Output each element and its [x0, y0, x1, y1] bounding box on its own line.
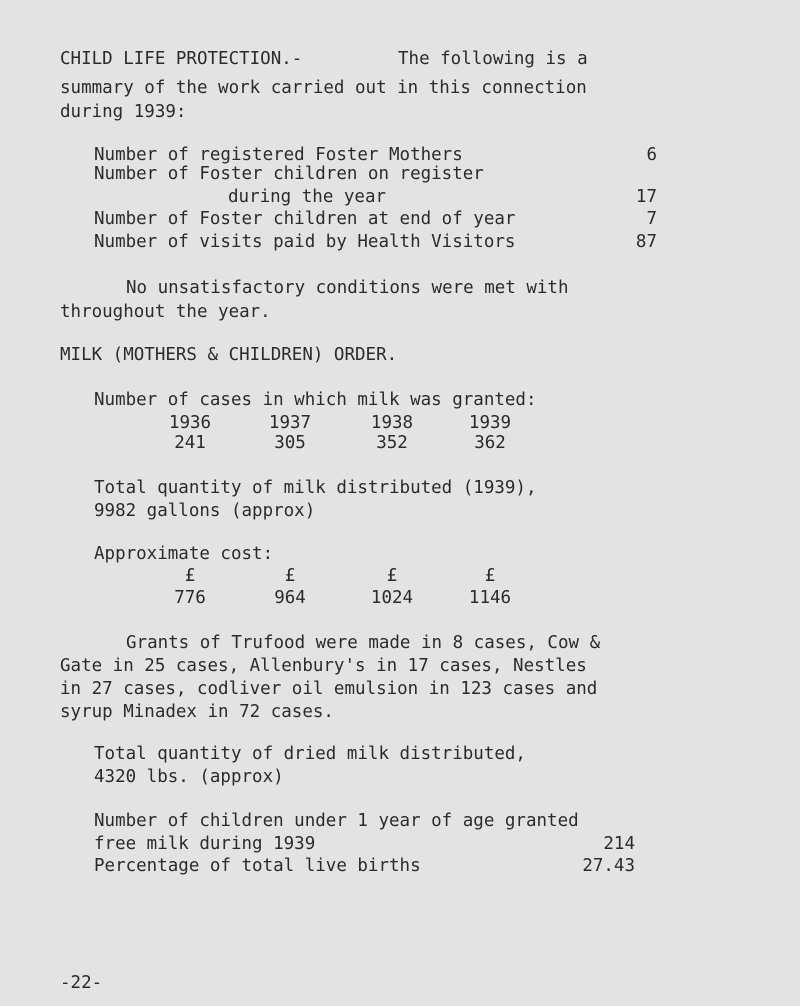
section-heading-milk-order: MILK (MOTHERS & CHILDREN) ORDER.: [60, 345, 398, 365]
pct-value: 27.43: [582, 856, 635, 876]
row-label-health-visits: Number of visits paid by Health Visitors: [94, 232, 516, 252]
year-1936: 1936: [168, 413, 212, 433]
cost-1938: 1024: [370, 588, 414, 608]
note-line-1: No unsatisfactory conditions were met with: [126, 278, 569, 298]
pct-label: Percentage of total live births: [94, 856, 421, 876]
cost-1936: 776: [174, 588, 206, 608]
row-label-during-year: during the year: [228, 187, 387, 207]
dried-milk-line-1: Total quantity of dried milk distributed,: [94, 744, 526, 764]
currency-1937: £: [284, 566, 296, 586]
cases-1939: 362: [474, 433, 506, 453]
year-1937: 1937: [268, 413, 312, 433]
total-milk-line-2: 9982 gallons (approx): [94, 501, 316, 521]
grants-line-4: syrup Minadex in 72 cases.: [60, 702, 334, 722]
currency-1939: £: [484, 566, 496, 586]
intro-line-1: The following is a: [398, 49, 588, 69]
currency-1936: £: [184, 566, 196, 586]
cost-1937: 964: [274, 588, 306, 608]
cases-1938: 352: [376, 433, 408, 453]
row-label-foster-children-register: Number of Foster children on register: [94, 164, 484, 184]
total-milk-line-1: Total quantity of milk distributed (1939),: [94, 478, 537, 498]
year-1939: 1939: [468, 413, 512, 433]
under1-line-1: Number of children under 1 year of age granted: [94, 811, 579, 831]
cases-1937: 305: [274, 433, 306, 453]
row-value-foster-mothers: 6: [646, 145, 657, 165]
row-label-foster-mothers: Number of registered Foster Mothers: [94, 145, 463, 165]
row-value-foster-children-end: 7: [646, 209, 657, 229]
section-heading-child-life: CHILD LIFE PROTECTION.-: [60, 49, 303, 69]
cases-label: Number of cases in which milk was granted:: [94, 390, 537, 410]
cases-1936: 241: [174, 433, 206, 453]
dried-milk-line-2: 4320 lbs. (approx): [94, 767, 284, 787]
currency-1938: £: [386, 566, 398, 586]
intro-line-2: summary of the work carried out in this connection: [60, 78, 587, 98]
grants-line-3: in 27 cases, codliver oil emulsion in 123 cases and: [60, 679, 598, 699]
row-value-health-visits: 87: [635, 232, 657, 252]
row-value-foster-children-register: 17: [635, 187, 657, 207]
under1-value: 214: [603, 834, 635, 854]
note-line-2: throughout the year.: [60, 302, 271, 322]
under1-line-2: free milk during 1939: [94, 834, 316, 854]
grants-line-1: Grants of Trufood were made in 8 cases, Cow &: [126, 633, 601, 653]
row-label-foster-children-end: Number of Foster children at end of year: [94, 209, 516, 229]
grants-line-2: Gate in 25 cases, Allenbury's in 17 cases, Nestles: [60, 656, 587, 676]
intro-line-3: during 1939:: [60, 102, 187, 122]
page-number: -22-: [60, 973, 103, 993]
cost-1939: 1146: [468, 588, 512, 608]
year-1938: 1938: [370, 413, 414, 433]
cost-label: Approximate cost:: [94, 544, 274, 564]
